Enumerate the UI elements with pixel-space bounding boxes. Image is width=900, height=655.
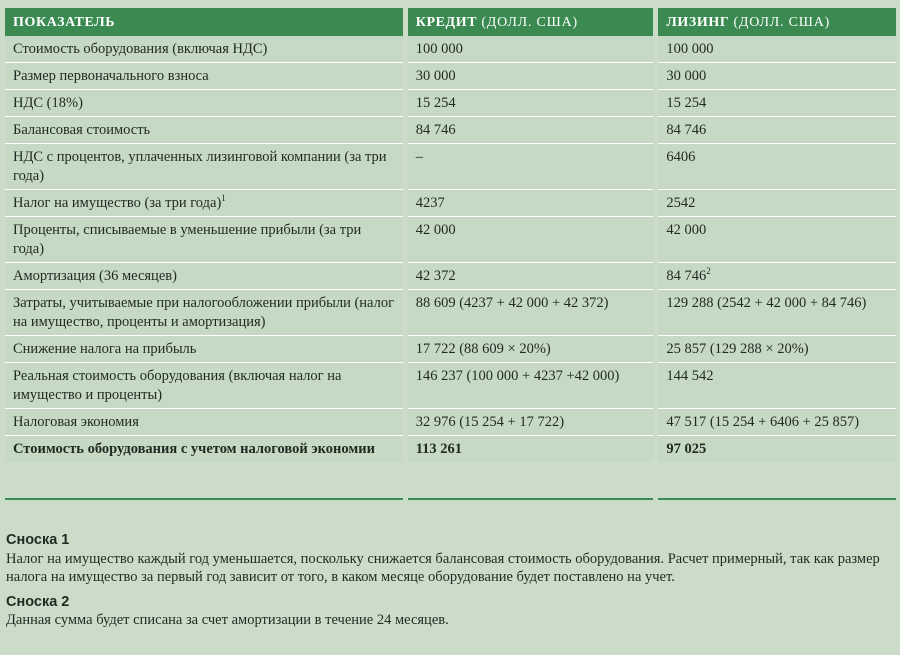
table-row xyxy=(5,36,896,63)
header-credit-unit: (ДОЛЛ. США) xyxy=(481,15,578,30)
row-leasing-text: 84 746 xyxy=(666,268,707,284)
header-leasing-label: ЛИЗИНГ xyxy=(666,15,730,30)
row-label: Реальная стоимость оборудования (включая налог на имущество и проценты) xyxy=(5,363,403,409)
footnote-2 xyxy=(6,593,894,630)
header-leasing xyxy=(658,8,896,36)
row-credit: 42 372 xyxy=(408,263,654,290)
row-leasing: 97 025 xyxy=(658,436,896,462)
table-row xyxy=(5,217,896,263)
table-bottom-rule xyxy=(5,498,896,500)
row-credit: 30 000 xyxy=(408,63,654,90)
row-label-text: Налог на имущество (за три года) xyxy=(13,195,222,211)
table-row xyxy=(5,336,896,363)
header-credit xyxy=(408,8,654,36)
table-row xyxy=(5,290,896,336)
row-label: Стоимость оборудования с учетом налоговой экономии xyxy=(5,436,403,462)
row-label: Размер первоначального взноса xyxy=(5,63,403,90)
row-credit: 146 237 (100 000 + 4237 +42 000) xyxy=(408,363,654,409)
header-indicator-label: ПОКАЗАТЕЛЬ xyxy=(13,15,116,30)
comparison-table xyxy=(5,8,896,462)
row-label: Затраты, учитываемые при налогообложении прибыли (налог на имущество, проценты и амортизация) xyxy=(5,290,403,336)
footnote-1-title: Сноска 1 xyxy=(6,532,70,548)
footnote-1-text: Налог на имущество каждый год уменьшается, поскольку снижается балансовая стоимость оборудования. Расчет примерный, так как размер налога на имущество за первый год зависит от того, в каком месяце оборудование будет поставлено на учет. xyxy=(6,550,880,585)
row-label: Балансовая стоимость xyxy=(5,117,403,144)
table-row xyxy=(5,144,896,190)
row-credit: 17 722 (88 609 × 20%) xyxy=(408,336,654,363)
row-label xyxy=(5,190,403,217)
table-header xyxy=(5,8,896,36)
table-row xyxy=(5,363,896,409)
row-leasing: 15 254 xyxy=(658,90,896,117)
header-credit-label: КРЕДИТ xyxy=(415,15,478,30)
row-leasing: 42 000 xyxy=(658,217,896,263)
row-leasing xyxy=(658,263,896,290)
row-leasing: 84 746 xyxy=(658,117,896,144)
row-credit: – xyxy=(408,144,654,190)
row-credit: 84 746 xyxy=(408,117,654,144)
row-leasing: 6406 xyxy=(658,144,896,190)
header-indicator xyxy=(5,8,403,36)
row-label: Снижение налога на прибыль xyxy=(5,336,403,363)
footnotes xyxy=(6,531,894,630)
row-credit: 4237 xyxy=(408,190,654,217)
footnote-2-title: Сноска 2 xyxy=(6,593,70,610)
table-row xyxy=(5,263,896,290)
footnote-1 xyxy=(6,531,894,587)
row-credit: 32 976 (15 254 + 17 722) xyxy=(408,409,654,436)
footnote-ref-2: 2 xyxy=(706,266,711,277)
row-leasing: 129 288 (2542 + 42 000 + 84 746) xyxy=(658,290,896,336)
header-leasing-unit: (ДОЛЛ. США) xyxy=(733,15,831,30)
row-credit: 88 609 (4237 + 42 000 + 42 372) xyxy=(408,290,654,336)
row-label: НДС (18%) xyxy=(5,90,403,117)
table-row xyxy=(5,409,896,436)
row-leasing: 100 000 xyxy=(658,36,896,63)
row-credit: 42 000 xyxy=(408,217,654,263)
footnote-ref-1: 1 xyxy=(221,193,226,204)
row-leasing: 30 000 xyxy=(658,63,896,90)
row-leasing: 144 542 xyxy=(658,363,896,409)
table-row xyxy=(5,117,896,144)
table-row xyxy=(5,190,896,217)
table-row-total xyxy=(5,436,896,462)
table-row xyxy=(5,63,896,90)
row-leasing: 2542 xyxy=(658,190,896,217)
row-label: Налоговая экономия xyxy=(5,409,403,436)
row-label: Амортизация (36 месяцев) xyxy=(5,263,403,290)
row-label: Стоимость оборудования (включая НДС) xyxy=(5,36,403,63)
row-credit: 15 254 xyxy=(408,90,654,117)
row-credit: 113 261 xyxy=(408,436,654,462)
row-credit: 100 000 xyxy=(408,36,654,63)
table-row xyxy=(5,90,896,117)
row-label: Проценты, списываемые в уменьшение прибыли (за три года) xyxy=(5,217,403,263)
row-leasing: 25 857 (129 288 × 20%) xyxy=(658,336,896,363)
footnote-2-text: Данная сумма будет списана за счет амортизации в течение 24 месяцев. xyxy=(6,612,449,628)
row-leasing: 47 517 (15 254 + 6406 + 25 857) xyxy=(658,409,896,436)
row-label: НДС с процентов, уплаченных лизинговой компании (за три года) xyxy=(5,144,403,190)
